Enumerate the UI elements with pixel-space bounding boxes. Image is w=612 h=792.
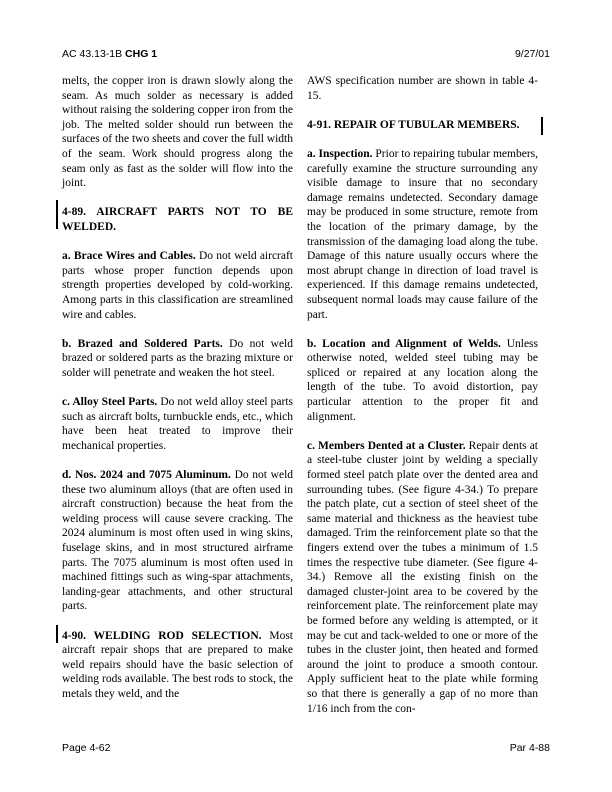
section-4-90-text: Most aircraft repair shops that are prepared to make weld repairs should have the basic selection of welding rods available. The best rods to stock, the metals they weld, and the [62, 629, 293, 700]
paragraph-491-b [307, 337, 538, 425]
footer-page-number: Page 4-62 [62, 742, 111, 754]
paragraph-491-b-title: b. Location and Alignment of Welds. [307, 337, 501, 350]
paragraph-489-b-text: Do not weld brazed or soldered parts as the brazing mixture or solder will penetrate and weaken the hot steel. [62, 337, 293, 379]
section-4-91-title: 4-91. REPAIR OF TUBULAR MEMBERS. [307, 118, 520, 131]
paragraph-489-a-title: a. Brace Wires and Cables. [62, 250, 196, 263]
footer-paragraph-ref: Par 4-88 [509, 742, 550, 754]
paragraph-489-c [62, 395, 293, 453]
left-column [62, 74, 293, 716]
paragraph-491-c-title: c. Members Dented at a Cluster. [307, 439, 466, 452]
paragraph-491-b-text: Unless otherwise noted, welded steel tubing may be spliced or repaired at any location along the length of the tube. To avoid distortion, pay particular attention to the proper fit and alignment. [307, 337, 539, 423]
paragraph-490 [62, 629, 293, 702]
paragraph-491-a-text: Prior to repairing tubular members, carefully examine the structure surrounding any visible damage to insure that no secondary damage remains undetected. Secondary damage may be produced in some structure, remote from the location of the primary damage, by the transmission of the damaging load along the tube. Damage of this nature usually occurs where the most abrupt change in direction of load travel is experienced. If this damage remains undetected, subsequent normal loads may cause failure of the part. [307, 147, 539, 321]
change-bar-4-90 [56, 625, 58, 643]
change-bar-4-91 [541, 117, 543, 135]
paragraph-491-a [307, 147, 538, 322]
paragraph-491-c [307, 439, 538, 716]
change-bar-4-89 [56, 200, 58, 229]
paragraph-489-d-title: d. Nos. 2024 and 7075 Aluminum. [62, 469, 231, 482]
left-intro-paragraph: melts, the copper iron is drawn slowly along the seam. As much solder as necessary is added without raising the soldering copper iron from the job. The melted solder should run between the surfaces of the two sheets and cover the full width of the seam. Work should progress along the seam only as fast as the solder will flow into the joint. [62, 75, 293, 190]
section-4-89-title: 4-89. AIRCRAFT PARTS NOT TO BE WELDED. [62, 206, 293, 233]
header-doc-id [62, 48, 157, 60]
right-column [307, 74, 538, 731]
paragraph-489-d-text: Do not weld these two aluminum alloys (that are often used in aircraft construction) because the heat from the welding process will cause severe cracking. The 2024 aluminum is most often used in wing skins, fuselage skins, and in most structured airframe parts. The 7075 aluminum is most often used in machined fittings such as wing-spar attachments, landing-gear attachments, and other structural parts. [62, 469, 294, 613]
paragraph-491-a-title: a. Inspection. [307, 147, 373, 160]
doc-id: AC 43.13-1B [62, 48, 123, 60]
paragraph-489-b [62, 337, 293, 381]
paragraph-489-c-text: Do not weld alloy steel parts such as aircraft bolts, turnbuckle ends, etc., which have been heat treated to improve their mechanical properties. [62, 396, 294, 452]
header-date: 9/27/01 [514, 48, 550, 60]
paragraph-489-d [62, 468, 293, 614]
paragraph-489-a-text: Do not weld aircraft parts whose proper function depends upon strength properties developed by cold-working. Among parts in this classification are streamlined wire and cables. [62, 250, 294, 321]
paragraph-489-a [62, 249, 293, 322]
paragraph-489-c-title: c. Alloy Steel Parts. [62, 396, 158, 409]
right-intro-paragraph: AWS specification number are shown in table 4-15. [307, 75, 538, 102]
paragraph-489-b-title: b. Brazed and Soldered Parts. [62, 337, 223, 350]
section-4-90-title: 4-90. WELDING ROD SELECTION. [62, 629, 262, 642]
section-4-89-heading [62, 205, 293, 234]
section-4-91-heading [307, 118, 538, 133]
paragraph-491-c-text: Repair dents at a steel-tube cluster joint by welding a specially formed steel patch plate over the dented area and surrounding tubes. (See figure 4-34.) To prepare the patch plate, cut a section of steel sheet of the same material and thickness as the heaviest tube damaged. Trim the reinforcement plate so that the fingers extend over the tubes a minimum of 1.5 times the respective tube diameter. (See figure 4-34.) Remove all the existing finish on the damaged cluster-joint area to be covered by the reinforcement plate. The reinforcement plate may be formed before any welding is attempted, or it may be cut and tack-welded to one or more of the tubes in the cluster joint, then heated and formed around the joint to produce a smooth contour. Apply sufficient heat to the plate while forming so that there is generally a gap of no more than 1/16 inch from the con- [307, 439, 539, 715]
change-number: CHG 1 [125, 48, 158, 60]
